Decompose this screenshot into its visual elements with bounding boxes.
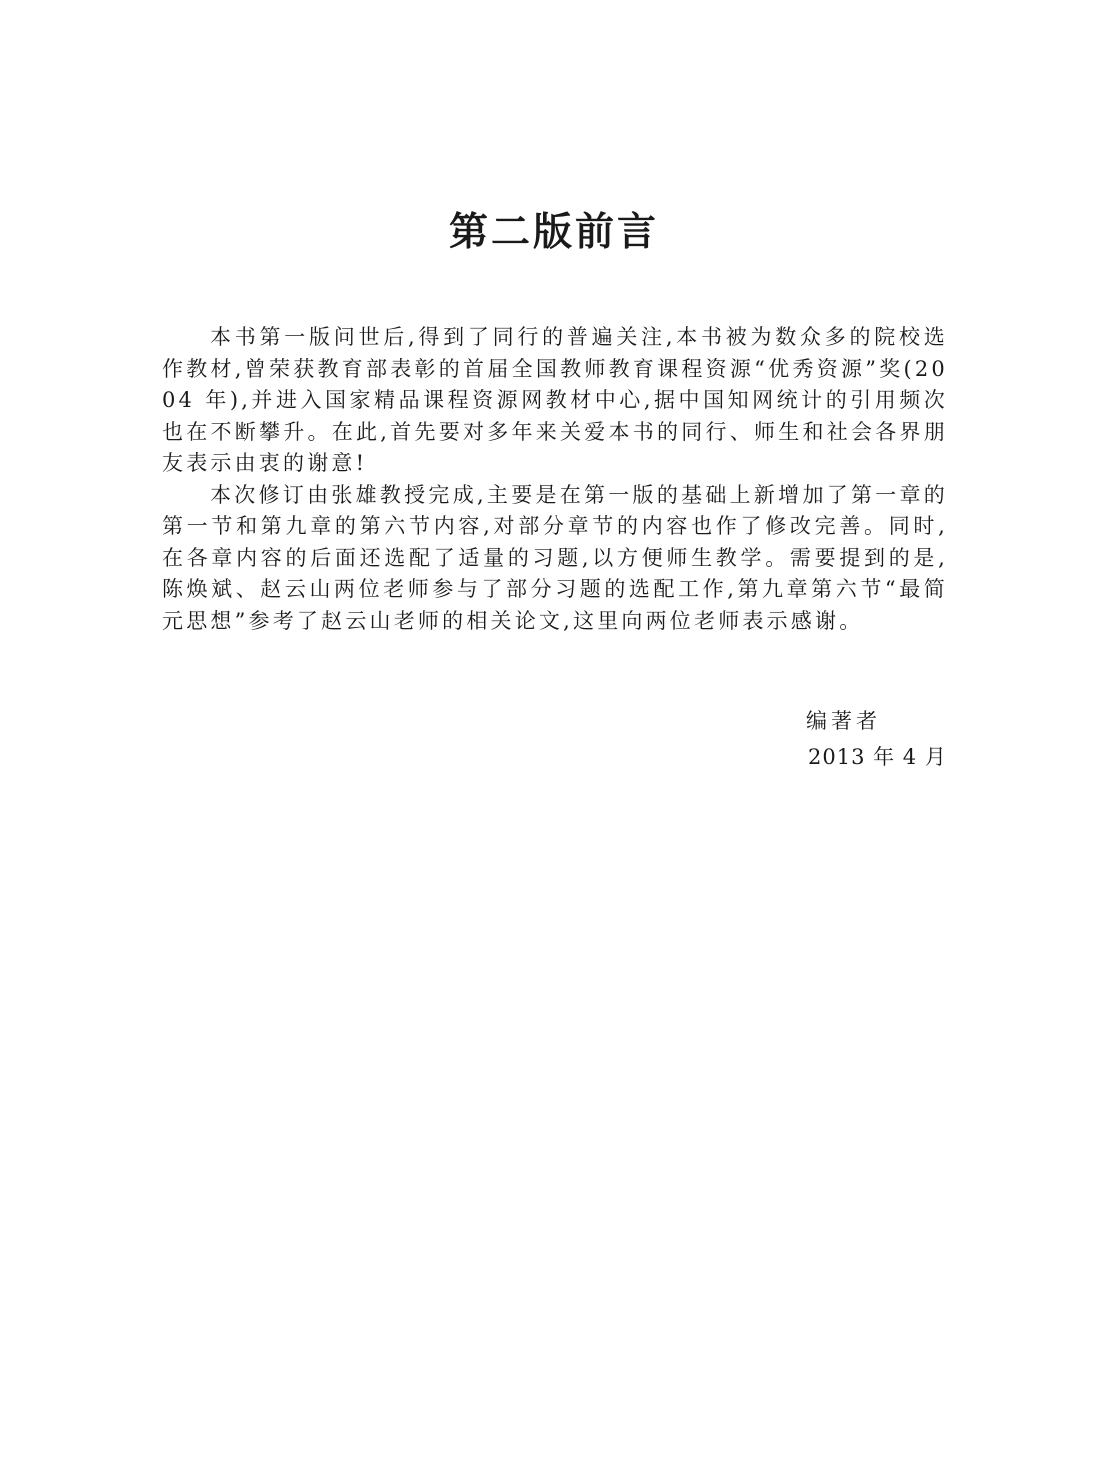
paragraph-first: 本书第一版问世后,得到了同行的普遍关注,本书被为数众多的院校选作教材,曾荣获教育部表彰的首届全国教师教育课程资源“优秀资源”奖(2004 年),并进入国家精品课程资源网教材中心,据中国知网统计的引用频次也在不断攀升。在此,首先要对多年来关爱本书的同行、师生和社会各界朋友表示由衷的谢意! (162, 325, 948, 475)
signature-date: 2013 年 4 月 (808, 745, 947, 769)
paragraph-second: 本次修订由张雄教授完成,主要是在第一版的基础上新增加了第一章的第一节和第九章的第六节内容,对部分章节的内容也作了修改完善。同时,在各章内容的后面还选配了适量的习题,以方便师生教学。需要提到的是,陈焕斌、赵云山两位老师参与了部分习题的选配工作,第九章第六节“最简元思想”参考了赵云山老师的相关论文,这里向两位老师表示感谢。 (162, 482, 948, 633)
preface-body (162, 322, 948, 637)
signature-author: 编著者 (806, 709, 881, 733)
page-title: 第二版前言 (448, 210, 659, 255)
